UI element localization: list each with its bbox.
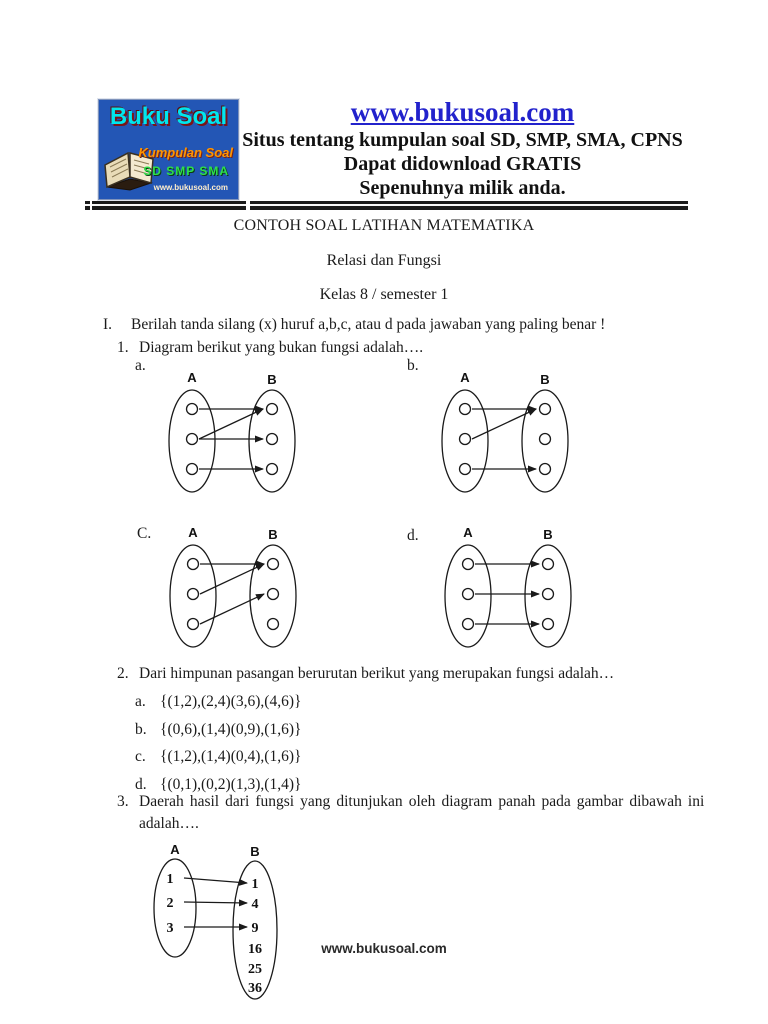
set-b-item: 16: [248, 942, 262, 957]
set-a-node: [188, 589, 199, 600]
option-value: {(0,6),(1,4)(0,9),(1,6)}: [160, 721, 302, 738]
q2-option-b: [135, 720, 301, 739]
option-label: c.: [135, 748, 146, 765]
site-logo: [98, 99, 239, 200]
set-b-node: [543, 559, 554, 570]
question-3-line-2: [139, 814, 199, 833]
set-b-label: B: [268, 527, 278, 542]
set-a-item: 3: [166, 921, 174, 936]
logo-levels: SD SMP SMA: [143, 164, 229, 178]
set-a-item: 1: [166, 872, 174, 887]
set-b-node: [540, 434, 551, 445]
logo-url: www.bukusoal.com: [153, 183, 228, 192]
option-value: {(1,2),(2,4)(3,6),(4,6)}: [160, 693, 302, 710]
header-rule-segment: [250, 201, 688, 210]
set-a-node: [460, 464, 471, 475]
set-b-node: [540, 404, 551, 415]
set-b-label: B: [250, 844, 260, 859]
set-a-label: A: [187, 370, 197, 385]
q1-option-d-arrow-diagram: [426, 524, 592, 656]
question-3-text-line2: adalah….: [139, 815, 199, 832]
set-b-item: 4: [251, 897, 259, 912]
set-b-label: B: [543, 527, 553, 542]
q1-option-c-label: C.: [137, 525, 152, 542]
q1-option-d-label: d.: [407, 527, 419, 544]
set-b-item: 9: [251, 921, 259, 936]
set-b-label: B: [540, 372, 550, 387]
option-value: {(0,1),(0,2)(1,3),(1,4)}: [160, 776, 302, 793]
q3-arrow-diagram: [140, 842, 292, 1008]
masthead: [237, 96, 688, 200]
q1-option-a-label: a.: [135, 357, 146, 374]
option-label: d.: [135, 776, 147, 793]
option-label: a.: [135, 693, 146, 710]
mapping-arrow: [184, 902, 247, 903]
section-instruction-line: [103, 315, 605, 334]
option-label: b.: [135, 721, 147, 738]
set-a-node: [460, 434, 471, 445]
set-b-node: [268, 619, 279, 630]
header-rule-segment: [92, 201, 246, 210]
q1-option-c-arrow-diagram: [151, 524, 317, 656]
set-a-node: [460, 404, 471, 415]
mapping-arrow: [200, 594, 264, 624]
tagline-2: Dapat didownload GRATIS: [343, 153, 582, 175]
set-b-item: 1: [251, 877, 259, 892]
set-b-node: [540, 464, 551, 475]
question-1-number: 1.: [117, 339, 129, 356]
set-b-item: 36: [248, 981, 262, 996]
logo-title: Buku Soal: [109, 103, 228, 130]
section-instruction: Berilah tanda silang (x) huruf a,b,c, atau d pada jawaban yang paling benar !: [131, 316, 606, 333]
set-b-node: [267, 434, 278, 445]
q2-option-c: [135, 747, 301, 766]
set-a-label: A: [463, 525, 473, 540]
question-2-number: 2.: [117, 665, 129, 682]
set-b-node: [268, 559, 279, 570]
set-a-node: [187, 434, 198, 445]
set-b-node: [543, 619, 554, 630]
question-3-line-1: [117, 792, 704, 811]
set-a-node: [187, 404, 198, 415]
site-url-link[interactable]: www.bukusoal.com: [350, 97, 575, 127]
tagline-3: Sepenuhnya milik anda.: [359, 177, 566, 199]
q1-option-b-arrow-diagram: [423, 369, 589, 501]
header-rule-segment: [85, 201, 90, 210]
set-a-node: [188, 559, 199, 570]
set-b-label: B: [267, 372, 277, 387]
question-1-text: Diagram berikut yang bukan fungsi adalah….: [139, 339, 424, 356]
q2-option-a: [135, 692, 301, 711]
mapping-arrow: [199, 409, 263, 439]
set-b-node: [267, 464, 278, 475]
set-a-node: [463, 559, 474, 570]
set-b-item: 25: [248, 962, 262, 977]
mapping-arrow: [200, 564, 264, 594]
mapping-arrow: [472, 409, 536, 439]
set-b-node: [268, 589, 279, 600]
question-3-number: 3.: [117, 793, 129, 810]
set-b-node: [267, 404, 278, 415]
logo-subtitle: Kumpulan Soal: [138, 145, 233, 160]
tagline-1: Situs tentang kumpulan soal SD, SMP, SMA, CPNS: [242, 129, 683, 151]
q1-option-a-arrow-diagram: [150, 369, 316, 501]
option-value: {(1,2),(1,4)(0,4),(1,6)}: [160, 748, 302, 765]
set-a-node: [463, 619, 474, 630]
question-3-text-line1: Daerah hasil dari fungsi yang ditunjukan oleh diagram panah pada gambar dibawah ini: [139, 793, 705, 810]
document-topic: Relasi dan Fungsi: [326, 252, 442, 269]
set-a-node: [463, 589, 474, 600]
set-a-node: [188, 619, 199, 630]
footer-site-url: www.bukusoal.com: [321, 941, 447, 956]
question-2-text: Dari himpunan pasangan berurutan berikut yang merupakan fungsi adalah…: [139, 665, 615, 682]
section-numeral: I.: [103, 316, 113, 333]
q1-option-b-label: b.: [407, 357, 419, 374]
set-a-node: [187, 464, 198, 475]
set-a-item: 2: [166, 896, 174, 911]
question-1-line: [117, 338, 423, 357]
set-a-label: A: [188, 525, 198, 540]
set-a-label: A: [460, 370, 470, 385]
document-title: CONTOH SOAL LATIHAN MATEMATIKA: [233, 217, 535, 234]
set-a-label: A: [170, 842, 180, 857]
question-2-line: [117, 664, 614, 683]
document-grade: Kelas 8 / semester 1: [319, 286, 449, 303]
set-b-node: [543, 589, 554, 600]
